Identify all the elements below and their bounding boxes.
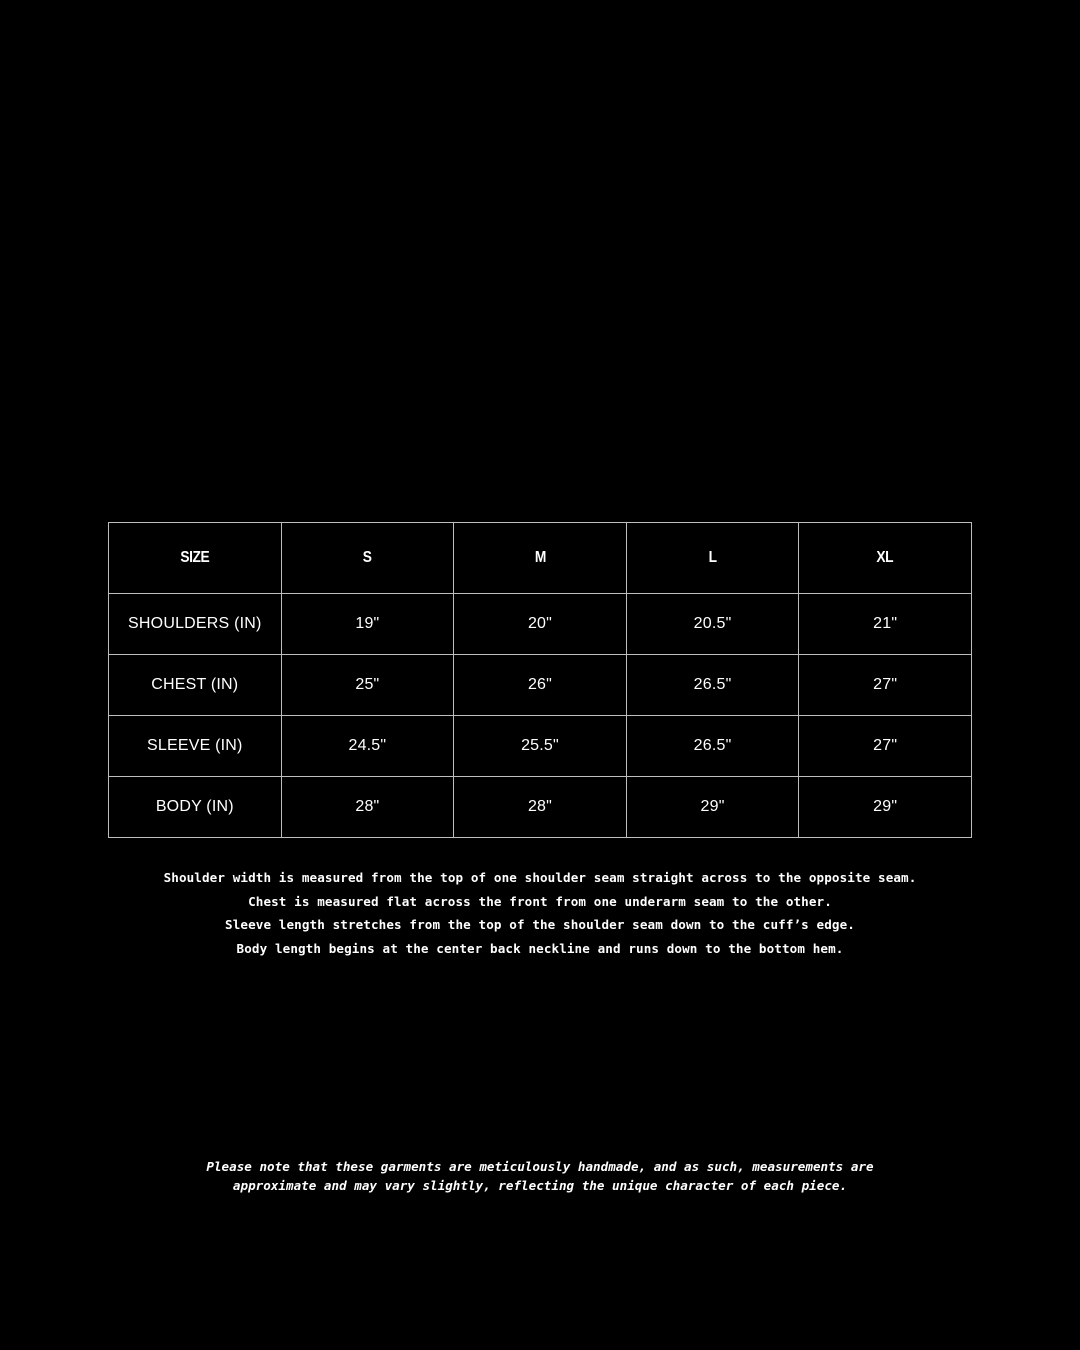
table-cell: 21" xyxy=(799,594,972,655)
note-sleeve: Sleeve length stretches from the top of the shoulder seam down to the cuff’s edge. xyxy=(225,917,855,932)
table-row-body xyxy=(109,777,972,838)
size-chart-table xyxy=(108,522,972,838)
table-cell: 28" xyxy=(454,777,627,838)
row-label: SLEEVE (IN) xyxy=(109,716,282,777)
row-label: CHEST (IN) xyxy=(109,655,282,716)
table-cell: 28" xyxy=(281,777,454,838)
table-cell: 26.5" xyxy=(626,655,799,716)
table-row-sleeve xyxy=(109,716,972,777)
table-cell: 24.5" xyxy=(281,716,454,777)
header-xl: XL xyxy=(799,523,972,594)
note-shoulders: Shoulder width is measured from the top of one shoulder seam straight across to the opposite seam. xyxy=(163,870,917,885)
table-cell: 29" xyxy=(626,777,799,838)
table-header-row xyxy=(109,523,972,594)
note-body: Body length begins at the center back neckline and runs down to the bottom hem. xyxy=(236,940,844,956)
table-cell: 20.5" xyxy=(626,594,799,655)
header-m: M xyxy=(454,523,627,594)
table-cell: 20" xyxy=(454,594,627,655)
handmade-disclaimer xyxy=(0,1157,1080,1195)
header-s: S xyxy=(281,523,454,594)
table-cell: 27" xyxy=(799,655,972,716)
table-cell: 26.5" xyxy=(626,716,799,777)
row-label: SHOULDERS (IN) xyxy=(109,594,282,655)
table-cell: 25" xyxy=(281,655,454,716)
table-cell: 29" xyxy=(799,777,972,838)
header-l: L xyxy=(626,523,799,594)
header-size: SIZE xyxy=(109,523,282,594)
table-row-chest xyxy=(109,655,972,716)
note-chest: Chest is measured flat across the front from one underarm seam to the other. xyxy=(248,893,832,909)
table-row-shoulders xyxy=(109,594,972,655)
table-cell: 19" xyxy=(281,594,454,655)
disclaimer-line: approximate and may vary slightly, reflecting the unique character of each piece. xyxy=(232,1178,848,1193)
row-label: BODY (IN) xyxy=(109,777,282,838)
table-cell: 26" xyxy=(454,655,627,716)
table-cell: 27" xyxy=(799,716,972,777)
measurement-notes xyxy=(0,866,1080,960)
table-cell: 25.5" xyxy=(454,716,627,777)
disclaimer-line: Please note that these garments are meticulously handmade, and as such, measurements are xyxy=(206,1159,874,1174)
